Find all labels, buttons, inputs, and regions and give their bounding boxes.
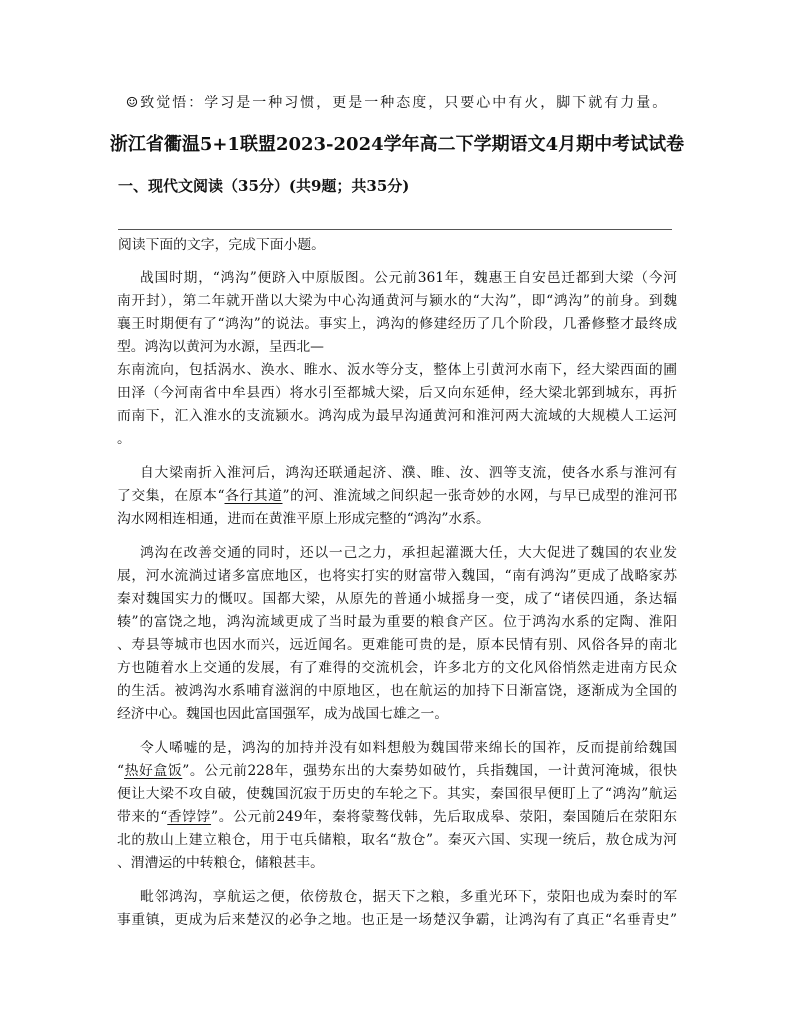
text-run: 。	[117, 431, 131, 447]
text-line	[117, 852, 677, 875]
text-line	[117, 565, 677, 588]
text-run: 田泽（今河南省中牟县西）将水引至都城大梁，后又向东延伸，经大梁北郭到城东，再折	[117, 385, 677, 401]
text-run: 毗邻鸿沟，享航运之便，依傍敖仓，据天下之粮，多重光环下，荥阳也成为秦时的军	[140, 889, 677, 905]
text-run: 事重镇，更成为后来楚汉的必争之地。也正是一场楚汉争霸，让鸿沟有了真正“名垂青史”	[117, 912, 677, 928]
text-line	[117, 680, 677, 703]
text-run: 而南下，汇入淮水的支流颍水。鸿沟成为最早沟通黄河和淮河两大流域的大规模人工运河	[117, 408, 677, 424]
exam-title: 浙江省衢温5+1联盟2023-2024学年高二下学期语文4月期中考试试卷	[109, 134, 685, 155]
paragraph-2	[117, 462, 677, 531]
text-run: 方也随着水上交通的发展，有了难得的交流机会，许多北方的文化风俗悄然走进南方民众	[117, 660, 677, 676]
text-run: 经济中心。魏国也因此富国强军，成为战国七雄之一。	[117, 706, 449, 722]
text-run: 秦对魏国实力的慨叹。国都大梁，从原先的普通小城摇身一变，成了“诸侯四通，条达辐	[117, 591, 677, 607]
text-line	[117, 428, 677, 451]
text-run: ”。公元前249年，秦将蒙骜伐韩，先后取成皋、荥阳，秦国随后在荥阳东	[211, 809, 677, 825]
text-run: 辏”的富饶之地，鸿沟流域更成了当时最为重要的粮食产区。位于鸿沟水系的定陶、淮阳	[117, 614, 677, 630]
text-line	[117, 909, 677, 932]
text-run: 了交集，在原本“	[117, 488, 225, 504]
text-line	[117, 462, 677, 485]
text-line	[117, 806, 677, 829]
text-line	[117, 508, 677, 531]
text-line	[117, 336, 677, 359]
paragraph-3	[117, 542, 677, 726]
paragraph-5	[117, 886, 677, 932]
text-run: 的生活。被鸿沟水系哺育滋润的中原地区，也在航运的加持下日渐富饶，逐渐成为全国的	[117, 683, 677, 699]
reading-instruction: 阅读下面的文字，完成下面小题。	[118, 237, 325, 253]
text-line	[117, 611, 677, 634]
passage	[117, 267, 677, 932]
text-run: 、寿县等城市也因水而兴，远近闻名。更难能可贵的是，原本民情有别、风俗各异的南北	[117, 637, 677, 653]
underlined-phrase: 各行其道	[224, 488, 283, 504]
text-line	[117, 886, 677, 909]
text-run: 便让大梁不攻自破，使魏国沉寂于历史的车轮之下。其实，秦国很早便盯上了“鸿沟”航运	[117, 786, 677, 802]
section-heading: 一、现代文阅读（35分）(共9题；共35分)	[118, 177, 410, 195]
text-line	[117, 588, 677, 611]
text-run: “	[117, 763, 125, 779]
text-run: 、渭漕运的中转粮仓，储粮甚丰。	[117, 855, 324, 871]
text-line	[117, 313, 677, 336]
underlined-phrase: 香饽饽	[167, 809, 212, 825]
text-line	[117, 359, 677, 382]
text-line	[117, 783, 677, 806]
text-line	[117, 657, 677, 680]
text-run: 南开封），第二年就开凿以大梁为中心沟通黄河与颍水的“大沟”，即“鸿沟”的前身。到魏	[117, 293, 677, 309]
text-run: 自大梁南折入淮河后，鸿沟还联通起济、濮、睢、汝、泗等支流，使各水系与淮河有	[140, 465, 677, 481]
paragraph-4	[117, 737, 677, 875]
text-line	[117, 703, 677, 726]
underlined-phrase: 热好盒饭	[124, 763, 183, 779]
paragraph-1	[117, 267, 677, 359]
text-run: 战国时期，“鸿沟”便跻入中原版图。公元前361年，魏惠王自安邑迁都到大梁（今河	[140, 270, 677, 286]
text-line	[117, 829, 677, 852]
text-run: 北的敖山上建立粮仓，用于屯兵储粮，取名“敖仓”。秦灭六国、实现一统后，敖仓成为河	[117, 832, 677, 848]
text-line	[117, 737, 677, 760]
text-run: 展，河水流淌过诸多富庶地区，也将实打实的财富带入魏国，“南有鸿沟”更成了战略家苏	[117, 568, 677, 584]
text-line	[117, 405, 677, 428]
text-run: 沟水网相连相通，进而在黄淮平原上形成完整的“鸿沟”水系。	[117, 511, 490, 527]
text-run: 东南流向，包括涡水、涣水、睢水、汳水等分支，整体上引黄河水南下，经大梁西面的圃	[117, 362, 677, 378]
text-line	[117, 634, 677, 657]
text-line	[117, 542, 677, 565]
section-divider	[118, 229, 672, 230]
text-run: 型。鸿沟以黄河为水源，呈西北—	[117, 339, 324, 355]
text-line	[117, 267, 677, 290]
motto-line: ☺致觉悟：学习是一种习惯，更是一种态度，只要心中有火，脚下就有力量。	[125, 95, 669, 111]
text-line	[117, 382, 677, 405]
text-run: ”的河、淮流域之间织起一张奇妙的水网，与早已成型的淮河邗	[282, 488, 678, 504]
paragraph-1-continued	[117, 359, 677, 451]
text-run: 带来的“	[117, 809, 168, 825]
text-line	[117, 760, 677, 783]
text-run: ”。公元前228年，强势东出的大秦势如破竹，兵指魏国，一计黄河淹城，很快	[182, 763, 678, 779]
text-run: 令人唏嘘的是，鸿沟的加持并没有如料想般为魏国带来绵长的国祚，反而提前给魏国	[140, 740, 677, 756]
text-run: 鸿沟在改善交通的同时，还以一己之力，承担起灌溉大任，大大促进了魏国的农业发	[140, 545, 677, 561]
text-line	[117, 485, 677, 508]
text-run: 襄王时期便有了“鸿沟”的说法。事实上，鸿沟的修建经历了几个阶段，几番修整才最终成	[117, 316, 677, 332]
text-line	[117, 290, 677, 313]
